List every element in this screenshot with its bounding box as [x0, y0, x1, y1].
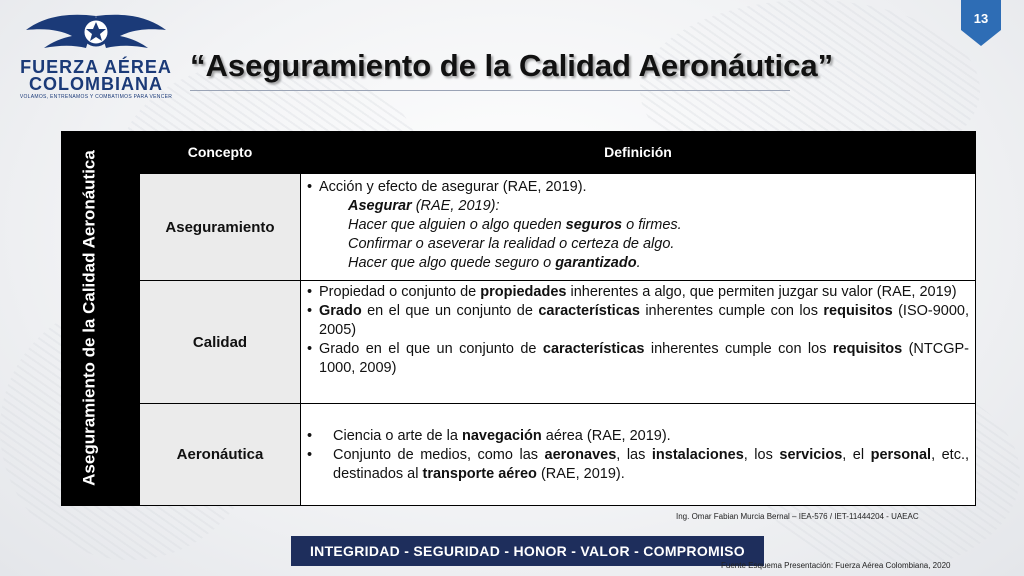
- title-underline: [190, 90, 790, 91]
- logo-tagline: VOLAMOS, ENTRENAMOS Y COMBATIMOS PARA VENCER: [19, 94, 173, 100]
- table-side-label-cell: [61, 131, 139, 506]
- definition-text: inherentes a algo, que permiten juzgar su valor (RAE, 2019): [566, 284, 957, 300]
- definition-text: transporte aéreo: [422, 466, 537, 482]
- definition-text: en el que un conjunto de: [361, 303, 539, 319]
- table-side-label: Aseguramiento de la Calidad Aeronáutica: [79, 150, 99, 486]
- column-header-definicion: Definición: [604, 144, 672, 160]
- definition-text: características: [542, 341, 645, 357]
- definition-text: , el: [842, 447, 871, 463]
- definition-text: (NTCGP-1000, 2009): [319, 341, 970, 376]
- definition-text: servicios: [779, 447, 843, 463]
- definition-text: , las: [616, 447, 652, 463]
- term-cell: [140, 281, 300, 403]
- definition-text: .: [636, 255, 641, 271]
- definition-text: requisitos: [832, 341, 903, 357]
- definition-text: aérea (RAE, 2019).: [541, 428, 671, 444]
- definition-text: o firmes.: [622, 217, 682, 233]
- term-label: Aeronáutica: [176, 446, 264, 463]
- definition-text: aeronaves: [544, 447, 617, 463]
- definition-text: Hacer que algo quede seguro o: [348, 255, 556, 271]
- definition-text: navegación: [461, 428, 542, 444]
- definition-text: garantizado: [555, 255, 637, 271]
- definition-text: instalaciones: [651, 447, 744, 463]
- column-header-concepto: Concepto: [187, 144, 253, 160]
- definition-cell: [301, 281, 975, 403]
- definition-text: Acción y efecto de asegurar (RAE, 2019).: [319, 179, 587, 195]
- term-cell: [140, 174, 300, 280]
- definition-subline: [305, 254, 969, 273]
- definition-text: Propiedad o conjunto de: [319, 284, 481, 300]
- definition-bullet: [305, 178, 969, 197]
- fac-logo: [12, 8, 180, 100]
- term-label: Aseguramiento: [165, 218, 275, 236]
- definition-text: seguros: [565, 217, 623, 233]
- definition-bullet: [305, 427, 969, 446]
- definition-text: (RAE, 2019):: [411, 198, 500, 214]
- definition-text: Hacer que alguien o algo queden: [348, 217, 566, 233]
- definition-text: requisitos: [823, 303, 893, 319]
- definition-cell: [301, 174, 975, 280]
- definition-text: Grado: [319, 303, 362, 319]
- definition-text: inherentes cumple con los: [644, 341, 833, 357]
- definition-text: Asegurar: [348, 198, 412, 214]
- definition-text: Grado en el que un conjunto de: [319, 341, 543, 357]
- footer-source: Fuente Esquema Presentación: Fuerza Aérea Colombiana, 2020: [721, 561, 951, 570]
- slide-title: “Aseguramiento de la Calidad Aeronáutica”: [190, 48, 834, 83]
- definition-text: inherentes cumple con los: [639, 303, 824, 319]
- definition-text: Conjunto de medios, como las: [333, 447, 545, 463]
- term-label: Calidad: [192, 333, 248, 351]
- definition-text: , los: [743, 447, 780, 463]
- definition-bullet: [305, 302, 969, 340]
- definition-text: (ISO-9000, 2005): [319, 303, 970, 338]
- definition-text: personal: [870, 447, 932, 463]
- definition-bullet: [305, 446, 969, 484]
- author-credit: Ing. Omar Fabian Murcia Bernal – IEA-576 / IET-11444204 - UAEAC: [676, 512, 919, 521]
- definition-text: propiedades: [480, 284, 567, 300]
- definition-text: Confirmar o aseverar la realidad o certeza de algo.: [348, 236, 675, 252]
- definition-text: , etc., destinados al: [333, 447, 970, 482]
- definition-subline: [305, 235, 969, 254]
- definition-text: características: [538, 303, 640, 319]
- definition-text: Ciencia o arte de la: [333, 428, 462, 444]
- definition-bullet: [305, 340, 969, 378]
- definition-bullet: [305, 283, 969, 302]
- logo-line-1: FUERZA AÉREA: [20, 57, 172, 77]
- definition-subline: [305, 216, 969, 235]
- slide-number-badge: [961, 0, 1001, 46]
- wings-emblem-icon: [24, 8, 168, 58]
- slide-number: 13: [973, 11, 989, 26]
- logo-line-2: COLOMBIANA: [29, 74, 163, 94]
- institutional-values-banner: INTEGRIDAD - SEGURIDAD - HONOR - VALOR - COMPROMISO: [291, 536, 764, 566]
- definition-subline: [305, 197, 969, 216]
- definition-cell: [301, 404, 975, 505]
- definition-text: (RAE, 2019).: [536, 466, 625, 482]
- term-cell: [140, 404, 300, 505]
